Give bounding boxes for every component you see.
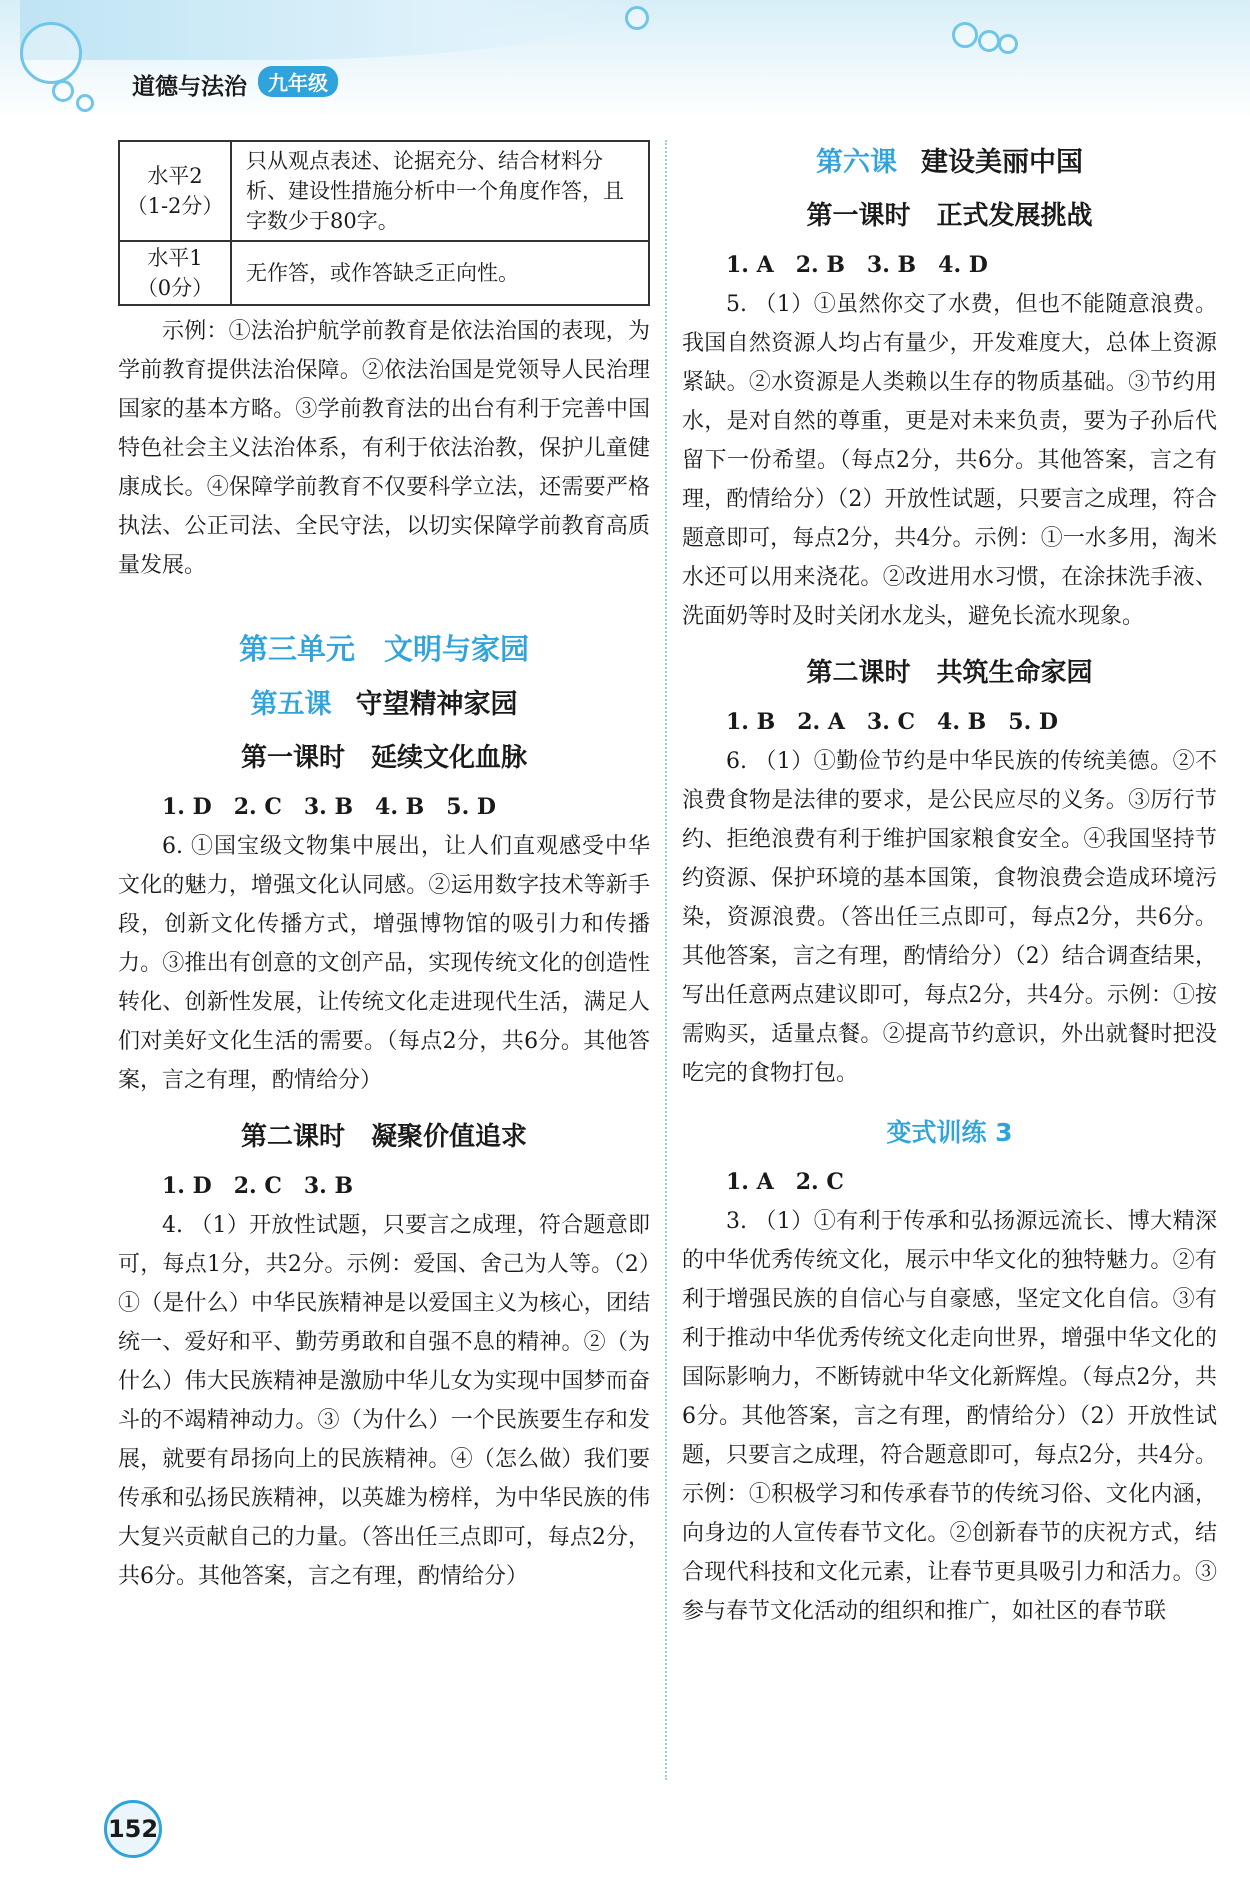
answer-line: 1. A 2. B 3. B 4. D (726, 252, 988, 278)
period-number: 第二课时 (806, 658, 911, 688)
period-number: 第二课时 (240, 1122, 345, 1152)
period-number: 第一课时 (806, 201, 911, 231)
lesson-name: 守望精神家园 (355, 689, 518, 720)
column-divider (665, 140, 667, 1780)
rubric-desc: 只从观点表述、论据充分、结合材料分析、建设性措施分析中一个角度作答，且字数少于80字。 (231, 141, 649, 241)
lesson-number: 第五课 (250, 689, 332, 720)
bubble-decoration (52, 80, 74, 102)
bubble-decoration (625, 6, 649, 30)
answer-line: 1. B 2. A 3. C 4. B 5. D (726, 709, 1058, 735)
answer-paragraph: 4. （1）开放性试题，只要言之成理，符合题意即可，每点1分，共2分。示例：爱国、舍己为人等。（2）①（是什么）中华民族精神是以爱国主义为核心，团结统一、爱好和平、勤劳勇敢和自强不息的精神。②（为什么）伟大民族精神是激励中华儿女为实现中国梦而奋斗的不竭精神动力。③（为什么）一个民族要生存和发展，就要有昂扬向上的民族精神。④（怎么做）我们要传承和弘扬民族精神，以英雄为榜样，为中华民族的伟大复兴贡献自己的力量。（答出任三点即可，每点2分，共6分。其他答案，言之有理，酌情给分） (118, 1213, 650, 1589)
rubric-level-cell (119, 241, 231, 305)
bubble-decoration (978, 30, 1000, 52)
answer-paragraph: 6. （1）①勤俭节约是中华民族的传统美德。②不浪费食物是法律的要求，是公民应尽的义务。③厉行节约、拒绝浪费有利于维护国家粮食安全。④我国坚持节约资源、保护环境的基本国策，食物浪费会造成环境污染，资源浪费。（答出任三点即可，每点2分，共6分。其他答案，言之有理，酌情给分）（2）结合调查结果，写出任意两点建议即可，每点2分，共4分。示例：①按需购买，适量点餐。②提高节约意识，外出就餐时把没吃完的食物打包。 (682, 749, 1217, 1086)
table-row (119, 141, 649, 241)
answer-paragraph: 6. ①国宝级文物集中展出，让人们直观感受中华文化的魅力，增强文化认同感。②运用数字技术等新手段，创新文化传播方式，增强博物馆的吸引力和传播力。③推出有创意的文创产品，实现传统文化的创造性转化、创新性发展，让传统文化走进现代生活，满足人们对美好文化生活的需要。（每点2分，共6分。其他答案，言之有理，酌情给分） (118, 834, 650, 1093)
answer-line: 1. A 2. C (726, 1169, 844, 1195)
period-number: 第一课时 (240, 743, 345, 773)
answer-line: 1. D 2. C 3. B 4. B 5. D (162, 794, 496, 820)
unit-number: 第三单元 (238, 632, 355, 666)
lesson-number: 第六课 (816, 147, 897, 178)
rubric-score: （0分） (136, 276, 214, 300)
answer-line: 1. D 2. C 3. B (162, 1173, 354, 1199)
right-column (682, 140, 1217, 1631)
bubble-decoration (952, 22, 978, 48)
table-row (119, 241, 649, 305)
period-title (682, 652, 1217, 689)
rubric-level-cell (119, 141, 231, 241)
grade-badge: 九年级 (258, 66, 338, 97)
rubric-desc: 无作答，或作答缺乏正向性。 (231, 241, 649, 305)
left-column (118, 140, 650, 1596)
lesson-title (682, 140, 1217, 179)
unit-name: 文明与家园 (384, 632, 530, 666)
rubric-score: （1-2分） (126, 194, 224, 218)
rubric-level: 水平2 (147, 164, 203, 188)
bubble-decoration (76, 94, 94, 112)
page-number: 152 (104, 1800, 162, 1858)
bubble-decoration (20, 22, 82, 84)
answer-paragraph: 3. （1）①有利于传承和弘扬源远流长、博大精深的中华优秀传统文化，展示中华文化的独特魅力。②有利于增强民族的自信心与自豪感，坚定文化自信。③有利于推动中华优秀传统文化走向世界，增强中华文化的国际影响力，不断铸就中华文化新辉煌。（每点2分，共6分。其他答案，言之有理，酌情给分）（2）开放性试题，只要言之成理，符合题意即可，每点2分，共4分。示例：①积极学习和传承春节的传统习俗、文化内涵，向身边的人宣传春节文化。②创新春节的庆祝方式，结合现代科技和文化元素，让春节更具吸引力和活力。③参与春节文化活动的组织和推广，如社区的春节联 (682, 1209, 1217, 1624)
example-paragraph: 示例：①法治护航学前教育是依法治国的表现，为学前教育提供法治保障。②依法治国是党领导人民治理国家的基本方略。③学前教育法的出台有利于完善中国特色社会主义法治体系，有利于依法治教，保护儿童健康成长。④保障学前教育不仅要科学立法，还需要严格执法、公正司法、全民守法，以切实保障学前教育高质量发展。 (118, 319, 650, 578)
lesson-name: 建设美丽中国 (921, 147, 1083, 178)
period-title (118, 1116, 650, 1153)
period-name: 正式发展挑战 (936, 201, 1093, 231)
variant-training-title: 变式训练 3 (886, 1118, 1013, 1147)
rubric-table (118, 140, 650, 306)
lesson-title (118, 682, 650, 721)
period-title (682, 195, 1217, 232)
answer-paragraph: 5. （1）①虽然你交了水费，但也不能随意浪费。我国自然资源人均占有量少，开发难度大，总体上资源紧缺。②水资源是人类赖以生存的物质基础。③节约用水，是对自然的尊重，更是对未来负责，要为子孙后代留下一份希望。（每点2分，共6分。其他答案，言之有理，酌情给分）（2）开放性试题，只要言之成理，符合题意即可，每点2分，共4分。示例：①一水多用，淘米水还可以用来浇花。②改进用水习惯，在涂抹洗手液、洗面奶等时及时关闭水龙头，避免长流水现象。 (682, 292, 1217, 629)
subject-title: 道德与法治 (132, 74, 247, 100)
unit-title (118, 627, 650, 668)
period-name: 共筑生命家园 (936, 658, 1093, 688)
bubble-decoration (998, 34, 1018, 54)
rubric-level: 水平1 (147, 246, 203, 270)
period-name: 延续文化血脉 (371, 743, 528, 773)
period-title (118, 737, 650, 774)
period-name: 凝聚价值追求 (371, 1122, 528, 1152)
